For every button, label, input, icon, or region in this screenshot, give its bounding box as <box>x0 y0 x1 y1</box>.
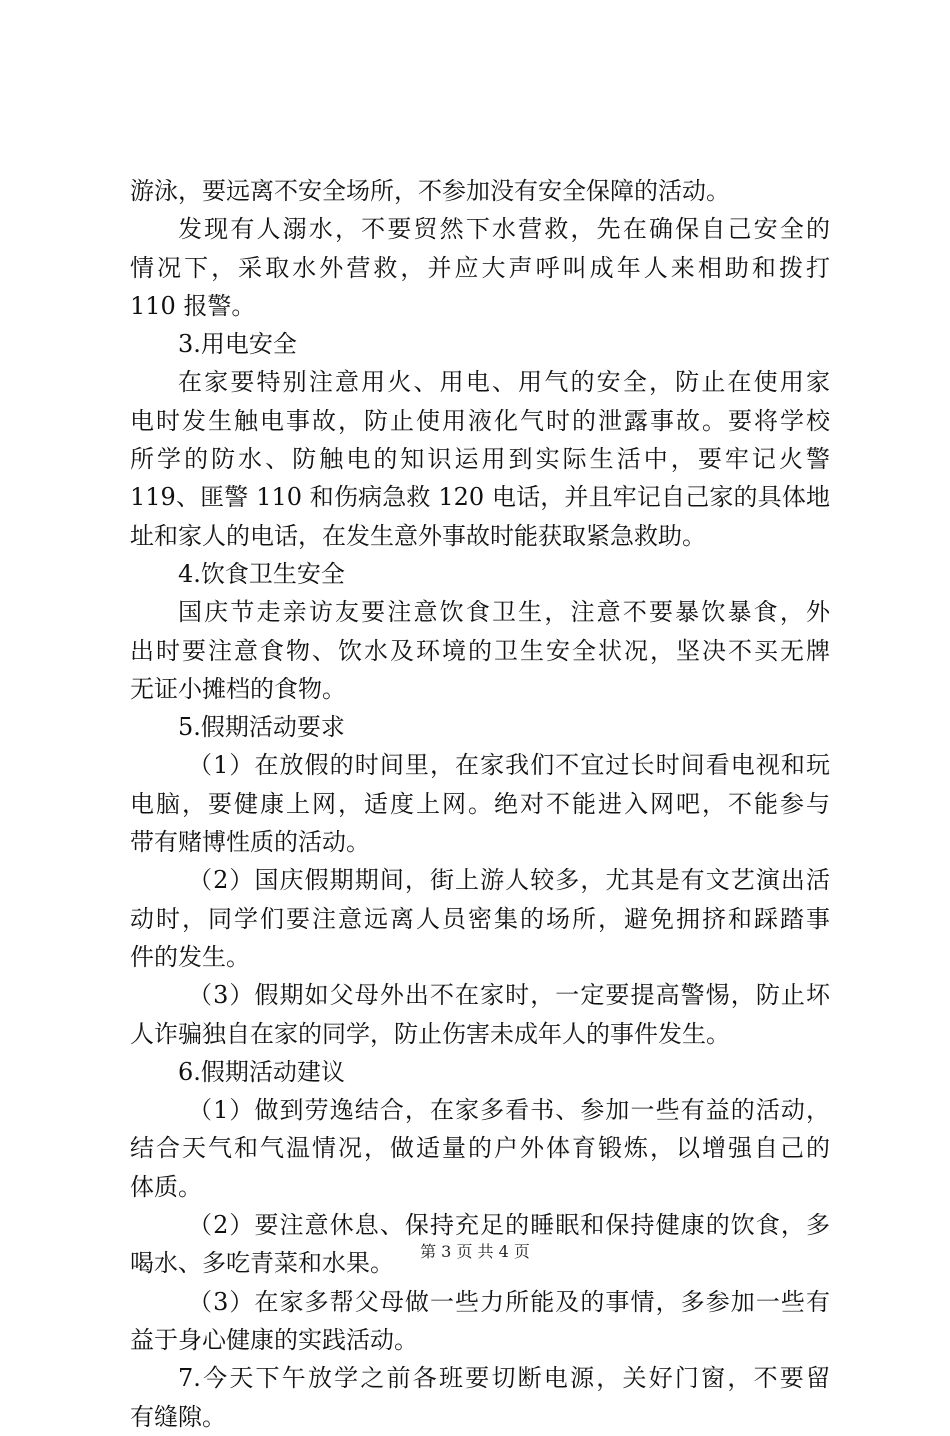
paragraph-line: 有缝隙。 <box>130 1402 226 1431</box>
paragraph-line: 人诈骗独自在家的同学，防止伤害未成年人的事件发生。 <box>130 1019 730 1048</box>
paragraph-line: 所学的防水、防触电的知识运用到实际生活中，要牢记火警 <box>130 445 830 474</box>
paragraph-line: 游泳，要远离不安全场所，不参加没有安全保障的活动。 <box>130 177 730 205</box>
paragraph-line: 件的发生。 <box>130 942 250 971</box>
section-heading: 3.用电安全 <box>178 330 297 359</box>
paragraph-line: （3）假期如父母外出不在家时，一定要提高警惕，防止坏 <box>188 981 830 1010</box>
page-number-footer: 第 3 页 共 4 页 <box>420 1242 530 1261</box>
paragraph-line: （1）做到劳逸结合，在家多看书、参加一些有益的活动， <box>188 1096 830 1125</box>
paragraph-line: 发现有人溺水，不要贸然下水营救，先在确保自己安全的 <box>178 215 830 244</box>
paragraph-line: 出时要注意食物、饮水及环境的卫生安全状况，坚决不买无牌 <box>130 636 830 665</box>
section-heading: 4.饮食卫生安全 <box>178 559 345 588</box>
paragraph-line: （2）国庆假期期间，街上游人较多，尤其是有文艺演出活 <box>188 866 830 895</box>
paragraph-line: 电脑，要健康上网，适度上网。绝对不能进入网吧，不能参与 <box>130 789 830 818</box>
section-heading: 6.假期活动建议 <box>178 1057 345 1086</box>
paragraph-line: 无证小摊档的食物。 <box>130 674 346 703</box>
paragraph-line: （2）要注意休息、保持充足的睡眠和保持健康的饮食，多 <box>188 1211 830 1240</box>
paragraph-line: （3）在家多帮父母做一些力所能及的事情，多参加一些有 <box>188 1287 830 1316</box>
paragraph-line: 在家要特别注意用火、用电、用气的安全，防止在使用家 <box>178 368 830 397</box>
paragraph-line: 110 报警。 <box>130 291 256 320</box>
paragraph-line: （1）在放假的时间里，在家我们不宜过长时间看电视和玩 <box>188 751 830 780</box>
section-heading: 5.假期活动要求 <box>178 713 345 742</box>
paragraph-line: 喝水、多吃青菜和水果。 <box>130 1249 394 1278</box>
paragraph-line: 体质。 <box>130 1172 202 1201</box>
paragraph-line: 7.今天下午放学之前各班要切断电源，关好门窗，不要留 <box>178 1364 830 1393</box>
paragraph-line: 址和家人的电话，在发生意外事故时能获取紧急救助。 <box>130 521 706 550</box>
paragraph-line: 国庆节走亲访友要注意饮食卫生，注意不要暴饮暴食，外 <box>178 598 830 627</box>
paragraph-line: 带有赌博性质的活动。 <box>130 828 370 857</box>
paragraph-line: 情况下，采取水外营救，并应大声呼叫成年人来相助和拨打 <box>130 253 830 282</box>
paragraph-line: 益于身心健康的实践活动。 <box>130 1325 418 1354</box>
paragraph-line: 结合天气和气温情况，做适量的户外体育锻炼，以增强自己的 <box>130 1134 830 1163</box>
paragraph-line: 119、匪警 110 和伤病急救 120 电话，并且牢记自己家的具体地 <box>130 483 830 512</box>
paragraph-line: 动时，同学们要注意远离人员密集的场所，避免拥挤和踩踏事 <box>130 904 830 933</box>
paragraph-line: 电时发生触电事故，防止使用液化气时的泄露事故。要将学校 <box>130 406 830 435</box>
